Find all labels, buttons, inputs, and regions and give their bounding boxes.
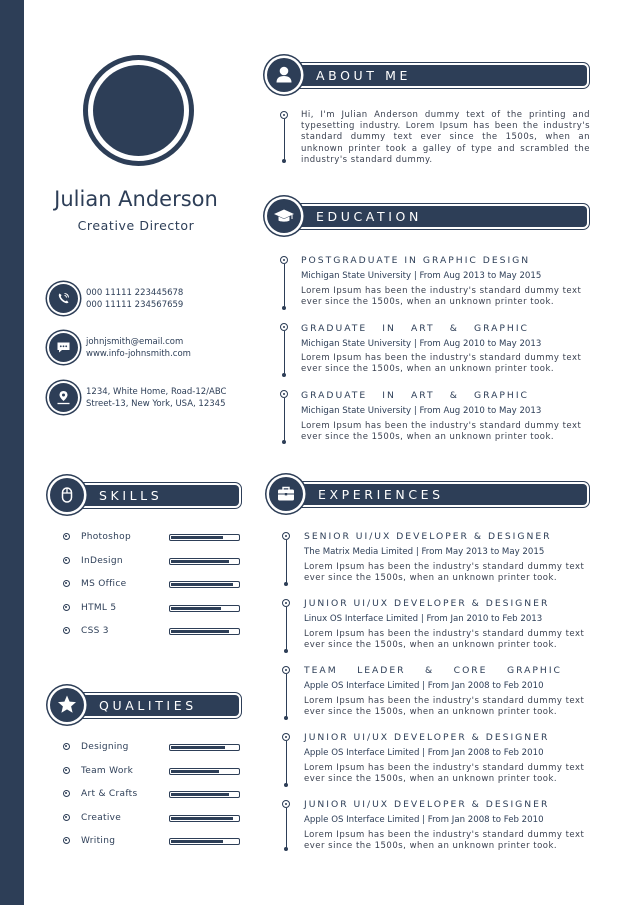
education-desc-3a: Lorem Ipsum has been the industry's standard dummy text xyxy=(301,421,582,431)
education-desc-2b: ever since the 1500s, when an unknown printer took. xyxy=(301,364,555,374)
experience-desc-line1: Lorem Ipsum has been the industry's standard dummy text xyxy=(304,629,585,639)
title-word: ART xyxy=(410,323,435,334)
qualities-list xyxy=(63,740,243,860)
quality-level-fill xyxy=(171,746,225,749)
education-end-3 xyxy=(282,440,286,444)
contact-address-line2: Street-13, New York, USA, 12345 xyxy=(86,399,226,409)
education-desc-2a: Lorem Ipsum has been the industry's standard dummy text xyxy=(301,353,582,363)
title-word: GRADUATE xyxy=(301,323,368,334)
contact-phone-2: 000 11111 234567659 xyxy=(86,300,184,310)
experience-line xyxy=(286,741,288,784)
quality-label: Writing xyxy=(81,836,116,846)
quality-bullet xyxy=(63,837,70,844)
experience-desc-line1: Lorem Ipsum has been the industry's standard dummy text xyxy=(304,696,585,706)
quality-level-fill xyxy=(171,793,229,796)
skill-row xyxy=(63,624,243,638)
skill-level-fill xyxy=(171,560,229,563)
quality-label: Creative xyxy=(81,812,122,823)
experience-role xyxy=(304,665,562,676)
about-text: Hi, I'm Julian Anderson dummy text of the printing and typesetting industry. Lorem Ipsum has been the industry's standard dummy text ever since the 1500s, when an unknown printer took a galley of type and scrambled the industry's standard dummy. xyxy=(301,110,590,165)
star-icon xyxy=(50,688,84,722)
experience-end xyxy=(284,716,288,720)
education-line-1 xyxy=(284,264,286,307)
skill-bullet xyxy=(63,604,70,611)
skill-label: Photoshop xyxy=(81,532,131,542)
education-end-2 xyxy=(282,373,286,377)
skills-title: SKILLS xyxy=(99,488,163,503)
qualities-title: QUALITIES xyxy=(99,698,197,713)
experience-desc-line1: Lorem Ipsum has been the industry's standard dummy text xyxy=(304,562,585,572)
quality-level-fill xyxy=(171,840,223,843)
experience-end xyxy=(284,582,288,586)
quality-row xyxy=(63,764,243,778)
experience-line xyxy=(286,540,288,583)
title-word: GRAPHIC xyxy=(473,390,529,401)
education-school-2: Michigan State University | From Aug 2010 to May 2013 xyxy=(301,339,542,349)
skill-label: MS Office xyxy=(81,579,127,589)
quality-level-fill xyxy=(171,770,219,773)
quality-row xyxy=(63,811,243,825)
quality-row xyxy=(63,787,243,801)
experience-dot xyxy=(282,733,290,741)
title-word: CORE xyxy=(453,665,488,676)
skill-label: HTML 5 xyxy=(81,602,117,613)
contact-email: johnjsmith@email.com xyxy=(86,337,184,347)
education-desc-1b: ever since the 1500s, when an unknown printer took. xyxy=(301,297,555,307)
education-school-3: Michigan State University | From Aug 2010 to May 2013 xyxy=(301,406,542,416)
location-icon xyxy=(49,383,78,412)
education-title: EDUCATION xyxy=(316,209,422,224)
experience-desc-line2: ever since the 1500s, when an unknown printer took. xyxy=(304,640,558,650)
title-word: & xyxy=(449,323,459,334)
mouse-icon xyxy=(50,478,84,512)
skill-level-fill xyxy=(171,583,233,586)
title-word: IN xyxy=(382,323,396,334)
title-word: & xyxy=(449,390,459,401)
education-desc-3b: ever since the 1500s, when an unknown printer took. xyxy=(301,432,555,442)
title-word: TEAM xyxy=(304,665,338,676)
experience-company: The Matrix Media Limited | From May 2013 to May 2015 xyxy=(304,547,545,557)
skill-row xyxy=(63,601,243,615)
title-word: GRAPHIC xyxy=(473,323,529,334)
education-line-3 xyxy=(284,398,286,441)
experience-dot xyxy=(282,800,290,808)
profile-name: Julian Anderson xyxy=(54,187,218,211)
title-word: GRADUATE xyxy=(301,390,368,401)
quality-bullet xyxy=(63,767,70,774)
contact-address-line1: 1234, White Home, Road-12/ABC xyxy=(86,387,227,397)
experience-dot xyxy=(282,599,290,607)
contact-phone xyxy=(86,287,183,311)
experience-desc-line2: ever since the 1500s, when an unknown printer took. xyxy=(304,841,558,851)
experience-line xyxy=(286,607,288,650)
about-timeline-dot xyxy=(280,111,288,119)
education-header xyxy=(280,206,587,227)
education-dot-2 xyxy=(280,323,288,331)
skill-level-fill xyxy=(171,607,221,610)
skill-level-fill xyxy=(171,536,223,539)
experiences-list xyxy=(282,530,597,860)
experience-company: Apple OS Interface Limited | From Jan 2008 to Feb 2010 xyxy=(304,681,544,691)
contact-online xyxy=(86,336,191,360)
skill-row xyxy=(63,530,243,544)
experiences-title: EXPERIENCES xyxy=(318,487,444,502)
quality-bullet xyxy=(63,743,70,750)
skill-row xyxy=(63,554,243,568)
skills-header xyxy=(63,485,239,506)
experience-desc-line1: Lorem Ipsum has been the industry's standard dummy text xyxy=(304,763,585,773)
about-timeline-end xyxy=(282,159,286,163)
skill-level-bar xyxy=(169,605,240,612)
quality-label: Team Work xyxy=(81,765,134,776)
quality-label: Art & Crafts xyxy=(81,789,138,799)
experience-desc-line2: ever since the 1500s, when an unknown printer took. xyxy=(304,573,558,583)
skill-bullet xyxy=(63,580,70,587)
quality-bullet xyxy=(63,790,70,797)
education-degree-2 xyxy=(301,323,529,334)
about-header xyxy=(280,65,587,86)
quality-label: Designing xyxy=(81,742,129,752)
experience-end xyxy=(284,783,288,787)
quality-level-bar xyxy=(169,744,240,751)
skill-level-bar xyxy=(169,534,240,541)
quality-row xyxy=(63,834,243,848)
experience-role: JUNIOR UI/UX DEVELOPER & DESIGNER xyxy=(304,799,550,810)
title-word: ART xyxy=(410,390,435,401)
quality-level-bar xyxy=(169,768,240,775)
user-icon xyxy=(267,58,301,92)
experience-role: SENIOR UI/UX DEVELOPER & DESIGNER xyxy=(304,531,552,542)
left-accent-stripe xyxy=(0,0,24,905)
experience-role: JUNIOR UI/UX DEVELOPER & DESIGNER xyxy=(304,732,550,743)
experience-company: Linux OS Interface Limited | From Jan 2010 to Feb 2013 xyxy=(304,614,543,624)
title-word: IN xyxy=(382,390,396,401)
skill-level-bar xyxy=(169,558,240,565)
skill-level-bar xyxy=(169,581,240,588)
experience-line xyxy=(286,674,288,717)
briefcase-icon xyxy=(269,477,303,511)
experience-dot xyxy=(282,666,290,674)
education-dot-1 xyxy=(280,256,288,264)
skill-level-fill xyxy=(171,630,229,633)
education-end-1 xyxy=(282,306,286,310)
contact-phone-1: 000 11111 223445678 xyxy=(86,288,184,298)
experience-role: JUNIOR UI/UX DEVELOPER & DESIGNER xyxy=(304,598,550,609)
skills-list xyxy=(63,530,243,650)
experience-line xyxy=(286,808,288,848)
profile-photo xyxy=(83,55,194,166)
quality-bullet xyxy=(63,814,70,821)
skill-label: CSS 3 xyxy=(81,626,109,636)
quality-level-bar xyxy=(169,815,240,822)
quality-level-bar xyxy=(169,791,240,798)
education-school-1: Michigan State University | From Aug 2013 to May 2015 xyxy=(301,271,542,281)
quality-row xyxy=(63,740,243,754)
chat-icon xyxy=(49,333,78,362)
title-word: & xyxy=(425,665,435,676)
education-degree-1: POSTGRADUATE IN GRAPHIC DESIGN xyxy=(301,255,531,266)
phone-icon xyxy=(49,284,78,313)
contact-website: www.info-johnsmith.com xyxy=(86,349,191,359)
quality-level-fill xyxy=(171,817,233,820)
profile-role: Creative Director xyxy=(77,218,195,233)
about-timeline-line xyxy=(284,119,286,160)
education-desc-1a: Lorem Ipsum has been the industry's standard dummy text xyxy=(301,286,582,296)
experience-desc-line1: Lorem Ipsum has been the industry's standard dummy text xyxy=(304,830,585,840)
education-degree-3 xyxy=(301,390,529,401)
skill-bullet xyxy=(63,533,70,540)
experience-end xyxy=(284,847,288,851)
experience-desc-line2: ever since the 1500s, when an unknown printer took. xyxy=(304,774,558,784)
title-word: LEADER xyxy=(357,665,406,676)
contact-address xyxy=(86,386,226,410)
skill-bullet xyxy=(63,557,70,564)
experience-company: Apple OS Interface Limited | From Jan 2008 to Feb 2010 xyxy=(304,748,544,758)
experience-company: Apple OS Interface Limited | From Jan 2008 to Feb 2010 xyxy=(304,815,544,825)
experience-dot xyxy=(282,532,290,540)
education-dot-3 xyxy=(280,390,288,398)
skill-row xyxy=(63,577,243,591)
experience-desc-line2: ever since the 1500s, when an unknown printer took. xyxy=(304,707,558,717)
title-word: GRAPHIC xyxy=(506,665,562,676)
skill-label: InDesign xyxy=(81,555,123,566)
experiences-header xyxy=(282,484,587,505)
education-list xyxy=(280,253,592,453)
skill-level-bar xyxy=(169,628,240,635)
graduation-cap-icon xyxy=(267,199,301,233)
experience-end xyxy=(284,649,288,653)
quality-level-bar xyxy=(169,838,240,845)
education-line-2 xyxy=(284,331,286,374)
skill-bullet xyxy=(63,627,70,634)
qualities-header xyxy=(63,695,239,716)
about-title: ABOUT ME xyxy=(316,68,411,83)
